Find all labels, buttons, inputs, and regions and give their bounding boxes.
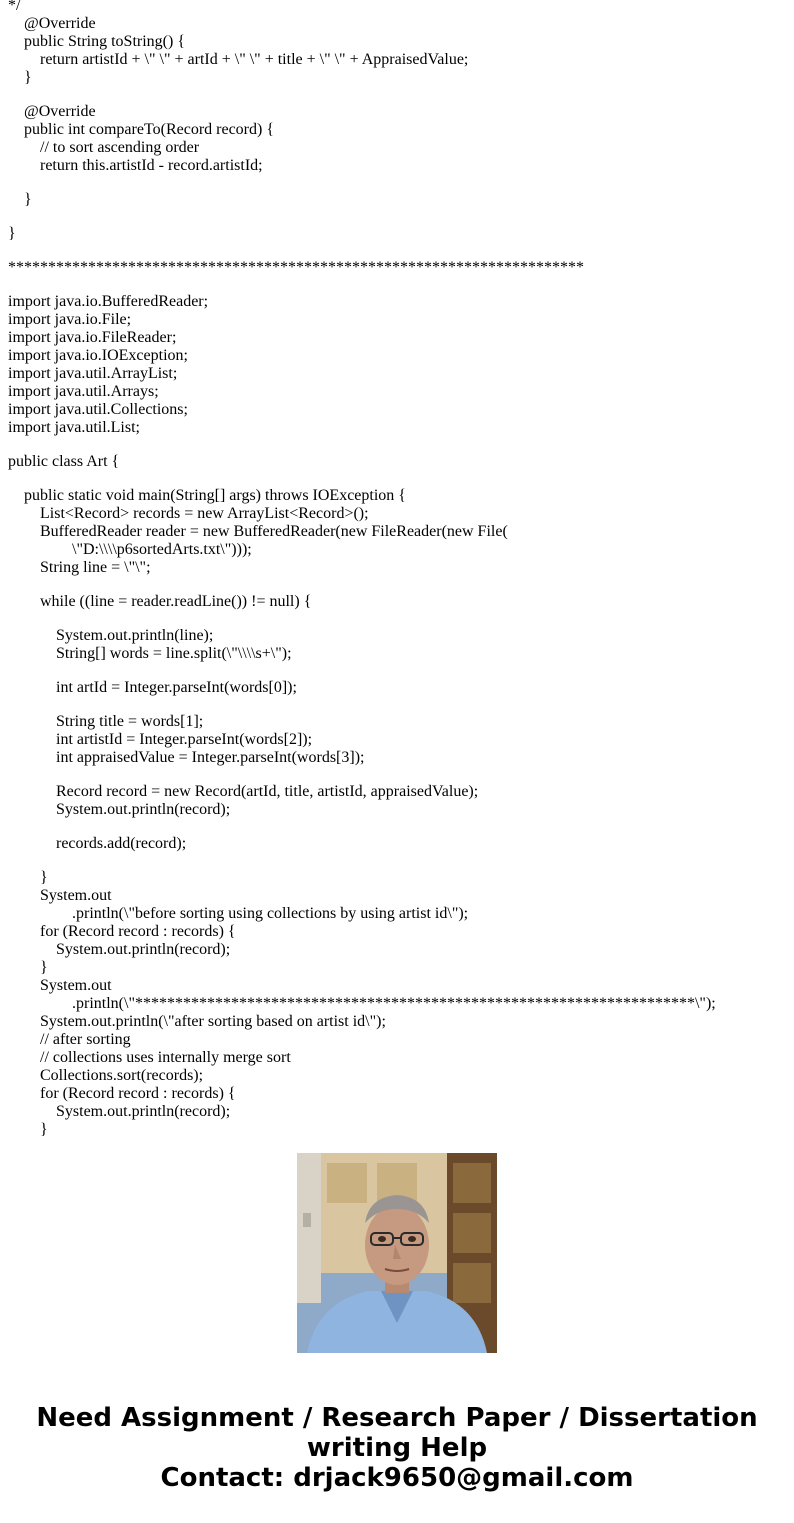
code-line: BufferedReader reader = new BufferedReader(new FileReader(new File( bbox=[8, 523, 508, 540]
code-line: } bbox=[8, 869, 48, 886]
code-line: import java.util.Arrays; bbox=[8, 383, 159, 400]
code-line: int appraisedValue = Integer.parseInt(words[3]); bbox=[8, 749, 365, 766]
footer-contact bbox=[0, 1403, 794, 1493]
code-line: System.out bbox=[8, 887, 112, 904]
code-line: import java.io.File; bbox=[8, 311, 132, 328]
footer-line-1: Need Assignment / Research Paper / Dissertation bbox=[36, 1403, 758, 1433]
code-line: } bbox=[8, 1121, 48, 1138]
code-line: } bbox=[8, 191, 32, 208]
code-line: int artistId = Integer.parseInt(words[2]); bbox=[8, 731, 313, 748]
code-line: records.add(record); bbox=[8, 835, 187, 852]
code-line: // collections uses internally merge sort bbox=[8, 1049, 291, 1066]
code-line: System.out.println(line); bbox=[8, 627, 214, 644]
code-line: public int compareTo(Record record) { bbox=[8, 121, 275, 138]
code-line: for (Record record : records) { bbox=[8, 923, 236, 940]
code-line bbox=[8, 243, 794, 259]
code-line: @Override bbox=[8, 103, 96, 120]
code-line: Collections.sort(records); bbox=[8, 1067, 204, 1084]
code-line bbox=[8, 767, 794, 783]
code-line: import java.io.FileReader; bbox=[8, 329, 177, 346]
code-line bbox=[8, 697, 794, 713]
code-line: int artId = Integer.parseInt(words[0]); bbox=[8, 679, 297, 696]
code-line bbox=[8, 471, 794, 487]
code-line: Record record = new Record(artId, title, artistId, appraisedValue); bbox=[8, 783, 479, 800]
footer-line-3: Contact: drjack9650@gmail.com bbox=[160, 1463, 634, 1493]
code-line: // to sort ascending order bbox=[8, 139, 200, 156]
code-line: return this.artistId - record.artistId; bbox=[8, 157, 263, 174]
code-line bbox=[8, 175, 794, 191]
code-line: while ((line = reader.readLine()) != null) { bbox=[8, 593, 312, 610]
code-line: String line = \"\"; bbox=[8, 559, 151, 576]
code-line: public static void main(String[] args) throws IOException { bbox=[8, 487, 406, 504]
code-listing bbox=[8, 0, 794, 1138]
code-line: .println(\"before sorting using collections by using artist id\"); bbox=[8, 905, 469, 922]
code-line: import java.util.Collections; bbox=[8, 401, 188, 418]
code-line: System.out bbox=[8, 977, 112, 994]
code-line: ************************************************************************ bbox=[8, 259, 584, 276]
code-line: import java.util.List; bbox=[8, 419, 140, 436]
code-line: System.out.println(record); bbox=[8, 801, 231, 818]
code-line bbox=[8, 87, 794, 103]
code-line bbox=[8, 853, 794, 869]
code-line: import java.util.ArrayList; bbox=[8, 365, 178, 382]
code-line: public String toString() { bbox=[8, 33, 186, 50]
code-line: for (Record record : records) { bbox=[8, 1085, 236, 1102]
code-line: System.out.println(record); bbox=[8, 941, 231, 958]
code-line: } bbox=[8, 225, 16, 242]
footer-line-2: writing Help bbox=[306, 1433, 488, 1463]
code-line: String title = words[1]; bbox=[8, 713, 204, 730]
code-line bbox=[8, 209, 794, 225]
author-portrait-icon bbox=[297, 1153, 497, 1353]
code-line: System.out.println(\"after sorting based on artist id\"); bbox=[8, 1013, 386, 1030]
code-line bbox=[8, 819, 794, 835]
code-line: */ bbox=[8, 0, 21, 14]
code-line bbox=[8, 577, 794, 593]
code-line: } bbox=[8, 69, 32, 86]
code-line bbox=[8, 663, 794, 679]
code-line bbox=[8, 277, 794, 293]
code-line: List<Record> records = new ArrayList<Record>(); bbox=[8, 505, 369, 522]
code-line: \"D:\\\\p6sortedArts.txt\"))); bbox=[8, 541, 252, 558]
code-line bbox=[8, 611, 794, 627]
code-line: public class Art { bbox=[8, 453, 120, 470]
code-line: } bbox=[8, 959, 48, 976]
author-avatar bbox=[297, 1153, 497, 1353]
code-line: @Override bbox=[8, 15, 96, 32]
code-line: .println(\"**********************************************************************\"); bbox=[8, 995, 716, 1012]
code-line: import java.io.IOException; bbox=[8, 347, 188, 364]
code-line: // after sorting bbox=[8, 1031, 131, 1048]
code-line: String[] words = line.split(\"\\\\s+\"); bbox=[8, 645, 292, 662]
code-line bbox=[8, 437, 794, 453]
code-line: return artistId + \" \" + artId + \" \" + title + \" \" + AppraisedValue; bbox=[8, 51, 469, 68]
code-line: import java.io.BufferedReader; bbox=[8, 293, 209, 310]
code-line: System.out.println(record); bbox=[8, 1103, 231, 1120]
